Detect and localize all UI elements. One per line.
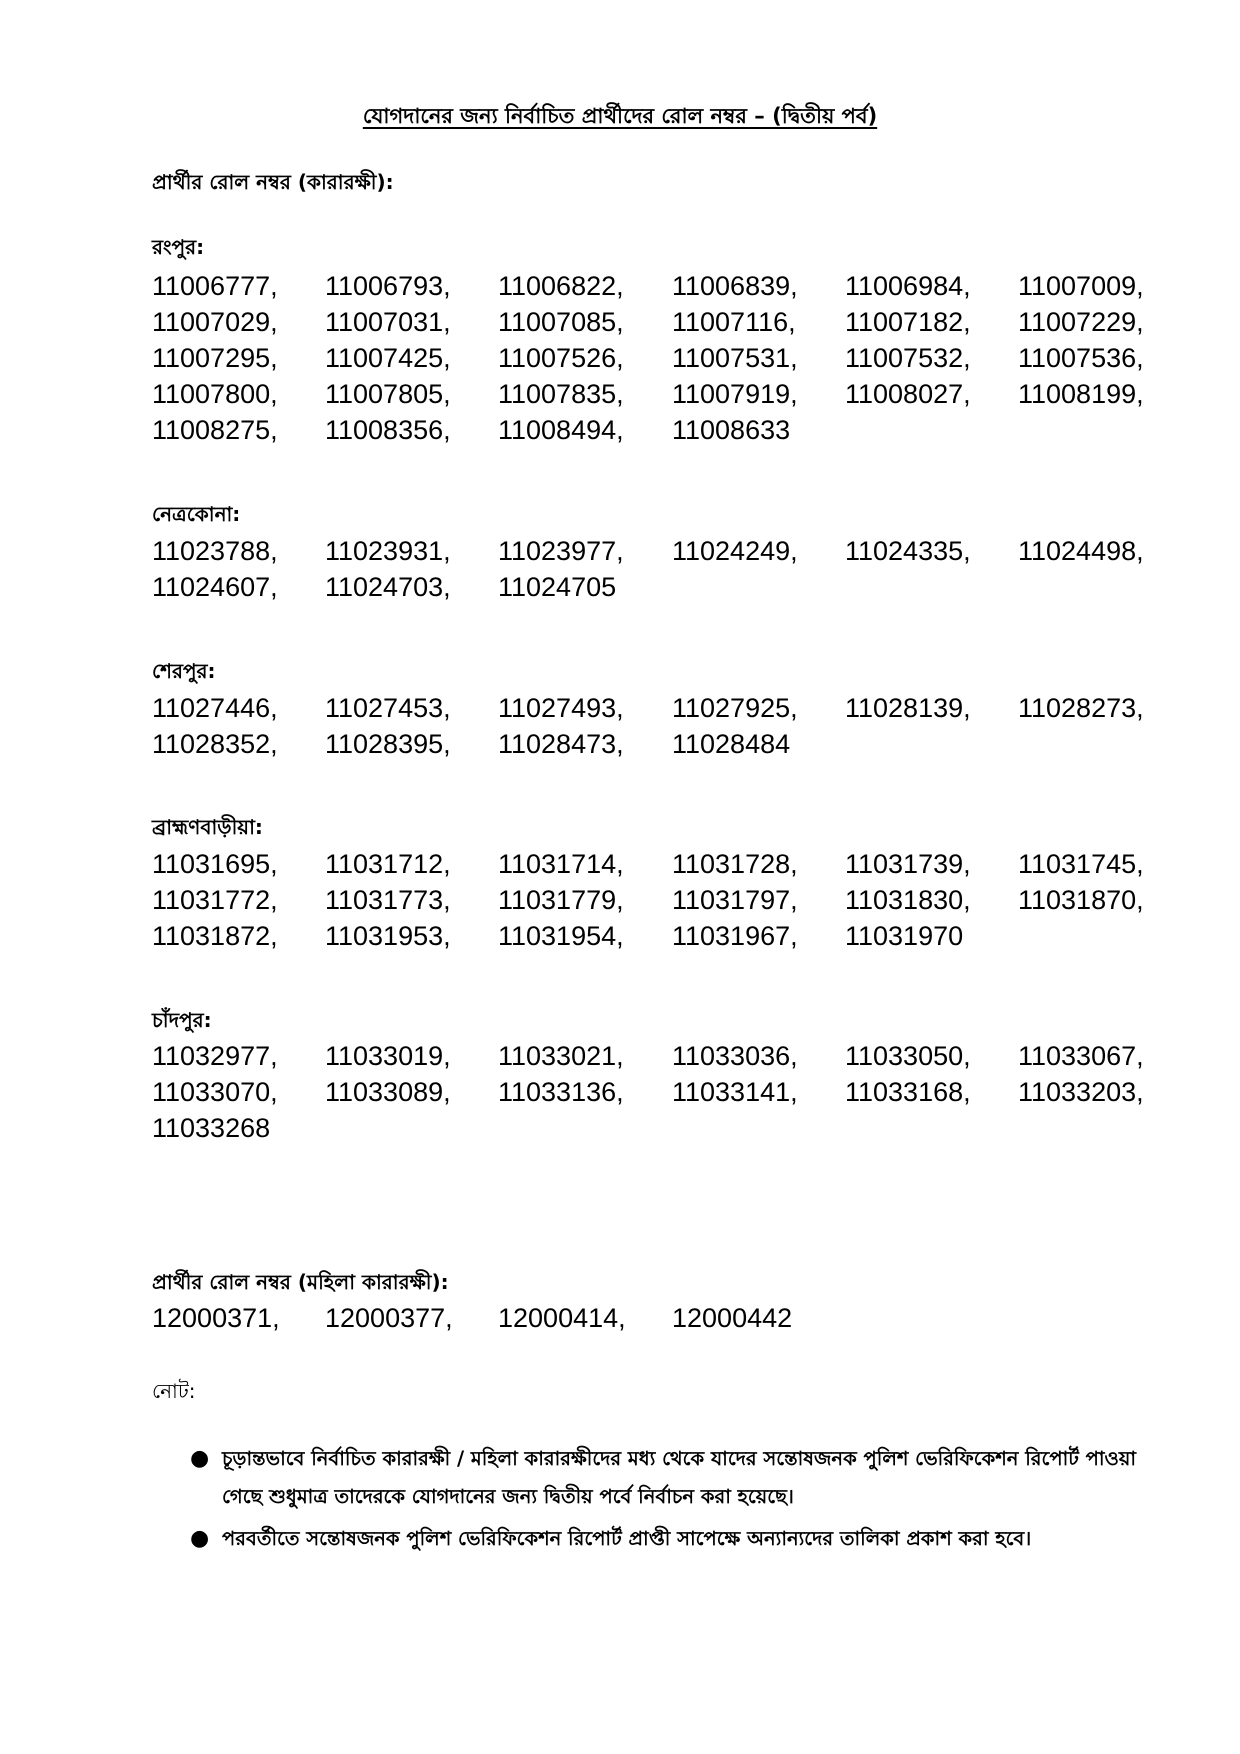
roll-number: 11024249, (672, 536, 798, 566)
roll-number: 11027453, (325, 693, 451, 723)
roll-number: 11027493, (498, 693, 624, 723)
roll-number: 11031953, (325, 921, 451, 951)
roll-number: 11031739, (845, 849, 971, 879)
roll-number: 11024335, (845, 536, 971, 566)
roll-number: 11033203, (1018, 1077, 1144, 1107)
bullet-icon: ● (190, 1526, 210, 1551)
roll-number: 11007800, (152, 379, 278, 409)
roll-number: 11031797, (672, 885, 798, 915)
roll-number: 11006777, (152, 271, 278, 301)
section-heading-female: প্রার্থীর রোল নম্বর (মহিলা কারারক্ষী): (152, 1270, 449, 1294)
roll-number: 11007805, (325, 379, 451, 409)
note-text: চূড়ান্তভাবে নির্বাচিত কারারক্ষী / মহিলা কারারক্ষীদের মধ্য থেকে যাদের সন্তোষজনক পুলিশ ভেরিফিকেশন রিপোর্ট পাওয়া গেছে শুধুমাত্র তাদেরকে যোগদানের জন্য দ্বিতীয় পর্বে নির্বাচন করা হয়েছে। (222, 1447, 1137, 1508)
roll-number: 11031728, (672, 849, 798, 879)
roll-number: 12000371, (152, 1303, 280, 1333)
note-item (190, 1520, 1170, 1558)
roll-number: 11031954, (498, 921, 624, 951)
district-heading: নেত্রকোনা: (152, 502, 241, 526)
roll-number: 11033268 (152, 1113, 271, 1143)
roll-number: 11031714, (498, 849, 624, 879)
roll-number: 11031695, (152, 849, 278, 879)
roll-number: 11028352, (152, 729, 278, 759)
roll-number: 11006793, (325, 271, 451, 301)
roll-number: 11033089, (325, 1077, 451, 1107)
roll-number: 11007835, (498, 379, 624, 409)
roll-number: 11006822, (498, 271, 624, 301)
roll-number: 11007029, (152, 307, 278, 337)
roll-number: 11023931, (325, 536, 451, 566)
roll-number: 11008356, (325, 415, 451, 445)
roll-number: 11008633 (672, 415, 791, 445)
district-heading: ব্রাহ্মণবাড়ীয়া: (152, 815, 263, 839)
district-heading: শেরপুর: (152, 659, 216, 683)
roll-number: 11031872, (152, 921, 278, 951)
roll-number: 11007229, (1018, 307, 1144, 337)
roll-number: 11031773, (325, 885, 451, 915)
roll-number: 11031779, (498, 885, 624, 915)
roll-number: 11028139, (845, 693, 971, 723)
roll-number: 11028484 (672, 729, 791, 759)
roll-number: 11007531, (672, 343, 798, 373)
roll-number: 11006984, (845, 271, 971, 301)
note-text: পরবর্তীতে সন্তোষজনক পুলিশ ভেরিফিকেশন রিপোর্ট প্রাপ্তী সাপেক্ষে অন্যান্যদের তালিকা প্রকাশ করা হবে। (222, 1527, 1032, 1550)
page-title: যোগদানের জন্য নির্বাচিত প্রার্থীদের রোল নম্বর – (দ্বিতীয় পর্ব) (362, 104, 878, 128)
district-heading: রংপুর: (152, 235, 205, 259)
note-list (190, 1440, 1170, 1562)
note-item (190, 1440, 1170, 1516)
roll-number: 11027446, (152, 693, 278, 723)
roll-number: 11032977, (152, 1041, 278, 1071)
roll-number: 11007295, (152, 343, 278, 373)
roll-number: 12000442 (672, 1303, 793, 1333)
roll-number: 11028473, (498, 729, 624, 759)
note-label: নোট: (152, 1379, 196, 1403)
roll-number: 11033136, (498, 1077, 624, 1107)
roll-number: 11024703, (325, 572, 451, 602)
roll-number: 11033021, (498, 1041, 624, 1071)
roll-number: 11023788, (152, 536, 278, 566)
roll-number: 11028395, (325, 729, 451, 759)
roll-number: 11007031, (325, 307, 451, 337)
roll-number: 11031967, (672, 921, 798, 951)
roll-number: 11027925, (672, 693, 798, 723)
roll-number: 11033050, (845, 1041, 971, 1071)
roll-number: 11007085, (498, 307, 624, 337)
roll-number: 11007116, (672, 307, 796, 337)
roll-number: 11031970 (845, 921, 964, 951)
roll-number: 12000414, (498, 1303, 626, 1333)
roll-number: 11007182, (845, 307, 971, 337)
roll-number: 11007425, (325, 343, 451, 373)
roll-number: 11033168, (845, 1077, 971, 1107)
roll-number: 11024705 (498, 572, 617, 602)
roll-number: 11007919, (672, 379, 798, 409)
roll-number: 11033019, (325, 1041, 451, 1071)
roll-number: 11033070, (152, 1077, 278, 1107)
roll-number: 11007009, (1018, 271, 1144, 301)
roll-number: 11031712, (325, 849, 451, 879)
roll-number: 11031870, (1018, 885, 1144, 915)
roll-number: 11024607, (152, 572, 278, 602)
roll-number: 11008199, (1018, 379, 1144, 409)
district-heading: চাঁদপুর: (152, 1008, 212, 1032)
roll-number: 12000377, (325, 1303, 453, 1333)
roll-number: 11007526, (498, 343, 624, 373)
roll-number: 11031830, (845, 885, 971, 915)
bullet-icon: ● (190, 1446, 210, 1471)
roll-number: 11007532, (845, 343, 971, 373)
roll-number: 11024498, (1018, 536, 1144, 566)
roll-number: 11033141, (672, 1077, 798, 1107)
roll-number: 11023977, (498, 536, 624, 566)
roll-number: 11008494, (498, 415, 624, 445)
roll-number: 11033036, (672, 1041, 798, 1071)
roll-number: 11031745, (1018, 849, 1144, 879)
roll-number: 11031772, (152, 885, 278, 915)
roll-number: 11008275, (152, 415, 278, 445)
section-heading-male: প্রার্থীর রোল নম্বর (কারারক্ষী): (152, 170, 394, 194)
roll-number: 11033067, (1018, 1041, 1144, 1071)
roll-number: 11008027, (845, 379, 971, 409)
roll-number: 11006839, (672, 271, 798, 301)
roll-number: 11028273, (1018, 693, 1144, 723)
roll-number: 11007536, (1018, 343, 1144, 373)
